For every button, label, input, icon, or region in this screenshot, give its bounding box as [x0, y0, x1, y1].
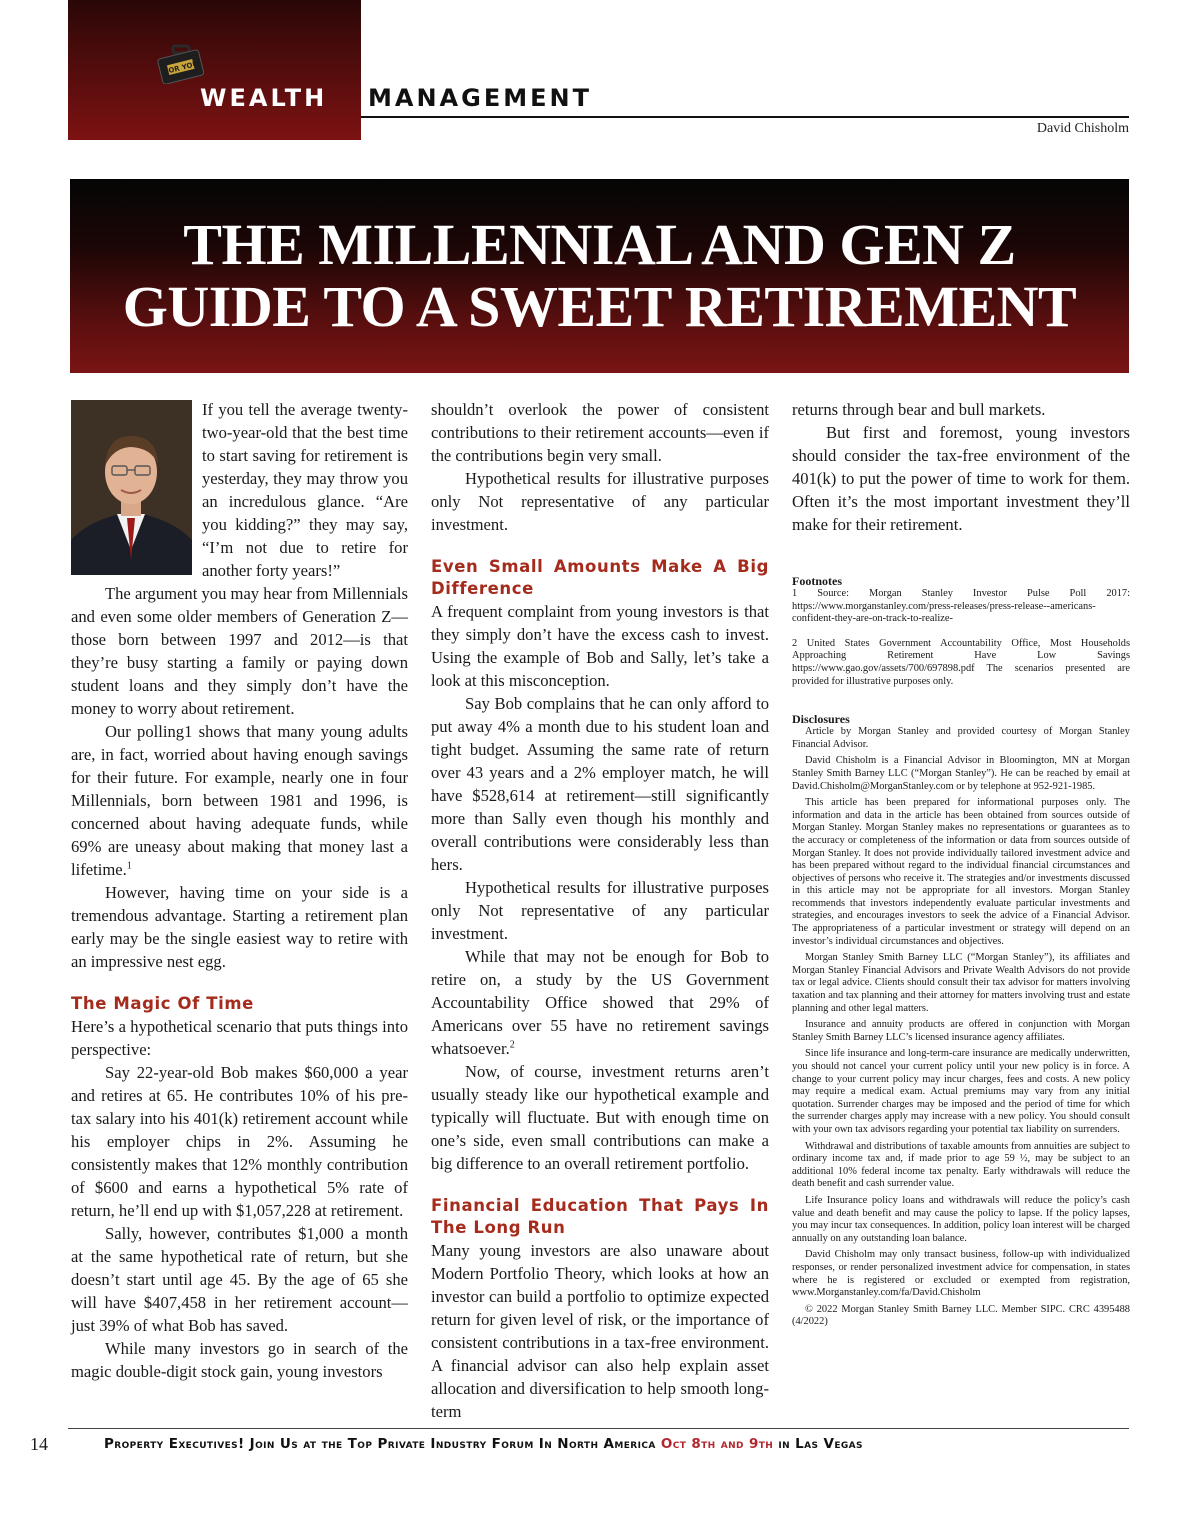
- article-title: [123, 214, 1077, 338]
- author-byline: David Chisholm: [1036, 121, 1129, 136]
- subheading-financial-education: Financial Education That Pays In The Long Run: [431, 1196, 769, 1237]
- header-rule: [361, 116, 1129, 118]
- article-paragraph: If you tell the average twenty-two-year-old that the best time to start saving for retirement is yesterday, they may throw you an incredulous glance. “Are you kidding?” they may say, “I’m not due to retire for another forty years!”: [202, 400, 408, 580]
- disclosure-item: Morgan Stanley Smith Barney LLC (“Morgan Stanley”), its affiliates and Morgan Stanley Financial Advisors and Private Wealth Advisors do not provide tax or legal advice. Clients should consult their tax advisor for matters involving taxation and tax planning and their attorney for matters involving trust and estate planning and other legal matters.: [792, 952, 1130, 1014]
- section-label-wealth: WEALTH: [200, 84, 328, 112]
- article-paragraph: Hypothetical results for illustrative purposes only Not representative of any particular investment.: [431, 878, 769, 943]
- footer-date-highlight: Oct 8th and 9th: [660, 1436, 774, 1452]
- author-photo: [71, 400, 192, 575]
- disclosure-item: David Chisholm may only transact business, follow-up with individualized responses, or render personalized investment advice for compensation, in states where he is registered or excluded or exempted from registration, www.Morganstanley.com/fa/David.Chisholm: [792, 1249, 1130, 1299]
- footer-text: Property Executives! Join Us at the Top Private Industry Forum In North America: [104, 1436, 661, 1452]
- disclosure-item: Since life insurance and long-term-care insurance are medically underwritten, you should not cancel your current policy until your new policy is in force. A change to your current policy may incur charges, fees and costs. A new policy may require a medical exam. Actual premiums may vary from any initial quotation. Surrender charges may be imposed and the period of time for which the surrender charges apply may increase with a new policy. You should consult with your own tax advisors regarding your potential tax liability on surrenders.: [792, 1048, 1130, 1135]
- disclosure-item: Withdrawal and distributions of taxable amounts from annuities are subject to ordinary income tax and, if made prior to age 59 ½, may be subject to an additional 10% federal income tax penalty. Early withdrawals will reduce the death benefit and cash surrender value.: [792, 1140, 1130, 1190]
- article-paragraph: returns through bear and bull markets.: [792, 400, 1046, 419]
- footer-rule: [68, 1428, 1129, 1429]
- subheading-small-amounts: Even Small Amounts Make A Big Difference: [431, 557, 769, 598]
- article-paragraph: Our polling1 shows that many young adults are, in fact, worried about having enough savings for their future. For example, nearly one in four Millennials, born between 1981 and 1996, is concerned about having adequate funds, while 69% are uneasy about making that money last a lifetime.$^1$: [71, 722, 408, 879]
- disclosures-heading: Disclosures: [792, 712, 850, 727]
- article-paragraph: But first and foremost, young investors should consider the tax-free environment of the 401(k) to put the power of time to work for them. Often it’s the most important investment they’ll make for their retirement.: [792, 423, 1130, 534]
- article-paragraph: Here’s a hypothetical scenario that puts things into perspective:: [71, 1017, 408, 1059]
- briefcase-icon: [156, 44, 206, 84]
- footnotes-section: [792, 574, 1130, 1329]
- disclosure-item: © 2022 Morgan Stanley Smith Barney LLC. Member SIPC. CRC 4395488 (4/2022): [792, 1303, 1130, 1328]
- article-paragraph: Hypothetical results for illustrative purposes only Not representative of any particular investment.: [431, 469, 769, 534]
- article-column-1: [71, 398, 408, 1383]
- page-number: 14: [30, 1434, 48, 1454]
- section-label-management: MANAGEMENT: [368, 84, 592, 112]
- title-banner: [70, 179, 1129, 373]
- disclosure-item: Article by Morgan Stanley and provided courtesy of Morgan Stanley Financial Advisor.: [792, 726, 1130, 750]
- title-line-1: THE MILLENNIAL AND GEN Z: [183, 212, 1016, 277]
- header-red-block: [68, 0, 361, 140]
- footnote-item: 2 United States Government Accountability Office, Most Households Approaching Retirement Have Low Savings https://www.gao.gov/assets/700/697898.pdf The scenarios presented are provided for illustrative purposes only.: [792, 637, 1130, 687]
- article-paragraph: While that may not be enough for Bob to retire on, a study by the US Government Accountability Office showed that 29% of Americans over 55 have no retirement savings whatsoever.$^2$: [431, 947, 769, 1058]
- disclosure-item: Insurance and annuity products are offered in conjunction with Morgan Stanley Smith Barney LLC’s licensed insurance agency affiliates.: [792, 1019, 1130, 1043]
- article-paragraph: Say 22-year-old Bob makes $60,000 a year and retires at 65. He contributes 10% of his pre-tax salary into his 401(k) retirement account while his employer chips in 2%. Assuming he consistently makes that 12% monthly contribution of $600 and earns a hypothetical 5% rate of return, he’ll end up with $1,057,228 at retirement.: [71, 1063, 408, 1220]
- briefcase-label: FOR YOU: [163, 59, 199, 77]
- article-paragraph: While many investors go in search of the magic double-digit stock gain, young investors: [71, 1339, 408, 1381]
- article-column-2: [431, 398, 769, 1423]
- footnote-ref: 1: [126, 860, 132, 872]
- article-paragraph: The argument you may hear from Millennials and even some older members of Generation Z—those born between 1997 and 2012—is that they’re busy starting a family or paying down student loans and they simply don’t have the money to worry about retirement.: [71, 584, 408, 718]
- article-paragraph: A frequent complaint from young investors is that they simply don’t have the excess cash to invest. Using the example of Bob and Sally, let’s take a look at this misconception.: [431, 602, 769, 690]
- disclosure-item: Life Insurance policy loans and withdrawals will reduce the policy’s cash value and death benefit and may cause the policy to lapse. If the policy lapses, you may incur tax consequences. In addition, policy loan interest will be charged annually on any outstanding loan balance.: [792, 1194, 1130, 1244]
- disclosure-item: David Chisholm is a Financial Advisor in Bloomington, MN at Morgan Stanley Smith Barney LLC (“Morgan Stanley”). He can be reached by email at David.Chisholm@MorganStanley.com or by telephone at 952-921-1985.: [792, 755, 1130, 792]
- article-paragraph: Sally, however, contributes $1,000 a month at the same hypothetical rate of return, but she doesn’t start until age 45. By the age of 65 she will have $407,458 in her retirement account—just 39% of what Bob has saved.: [71, 1224, 408, 1335]
- footnote-item: 1 Source: Morgan Stanley Investor Pulse Poll 2017: https://www.morganstanley.com/press-releases/press-release--americans-confident-they-are-on-track-to-realize-: [792, 588, 1130, 625]
- footer-text-end: in Las Vegas: [773, 1436, 863, 1452]
- article-column-3: [792, 398, 1130, 1329]
- article-paragraph: shouldn’t overlook the power of consistent contributions to their retirement accounts—even if the contributions begin very small.: [431, 400, 769, 465]
- article-paragraph: Now, of course, investment returns aren’t usually steady like our hypothetical example and typically will fluctuate. But with enough time on one’s side, even small contributions can make a big difference to an overall retirement portfolio.: [431, 1062, 769, 1173]
- footnotes-heading: Footnotes: [792, 574, 842, 588]
- subheading-magic-of-time: The Magic Of Time: [71, 994, 254, 1013]
- footnote-ref: 2: [509, 1039, 515, 1051]
- disclosure-item: This article has been prepared for informational purposes only. The information and data in the article has been obtained from sources outside of Morgan Stanley. Morgan Stanley makes no representations or guarantees as to the accuracy or completeness of the information or data from sources outside of Morgan Stanley. It does not provide individually tailored investment advice and has been prepared without regard to the individual financial circumstances and objectives of persons who receive it. The strategies and/or investments discussed in this article may not be appropriate for all investors. Morgan Stanley recommends that investors independently evaluate particular investments and strategies, and encourages investors to seek the advice of a Financial Advisor. The appropriateness of a particular investment or strategy will depend on an investor’s individual circumstances and objectives.: [792, 797, 1130, 947]
- footer-banner: [104, 1436, 863, 1452]
- article-paragraph: Many young investors are also unaware about Modern Portfolio Theory, which looks at how an investor can build a portfolio to optimize expected return for given level of risk, or the importance of consistent contributions in a tax-free environment. A financial advisor can also help explain asset allocation and diversification to help smooth long-term: [431, 1241, 769, 1421]
- article-paragraph: Say Bob complains that he can only afford to put away 4% a month due to his student loan and tight budget. Assuming the same rate of return over 43 years and a 2% employer match, he will have $528,614 at retirement—still significantly more than Sally even though his monthly and overall contributions were considerably less than hers.: [431, 694, 769, 874]
- article-paragraph: However, having time on your side is a tremendous advantage. Starting a retirement plan early may be the single easiest way to retire with an impressive nest egg.: [71, 883, 408, 971]
- title-line-2: GUIDE TO A SWEET RETIREMENT: [122, 274, 1077, 339]
